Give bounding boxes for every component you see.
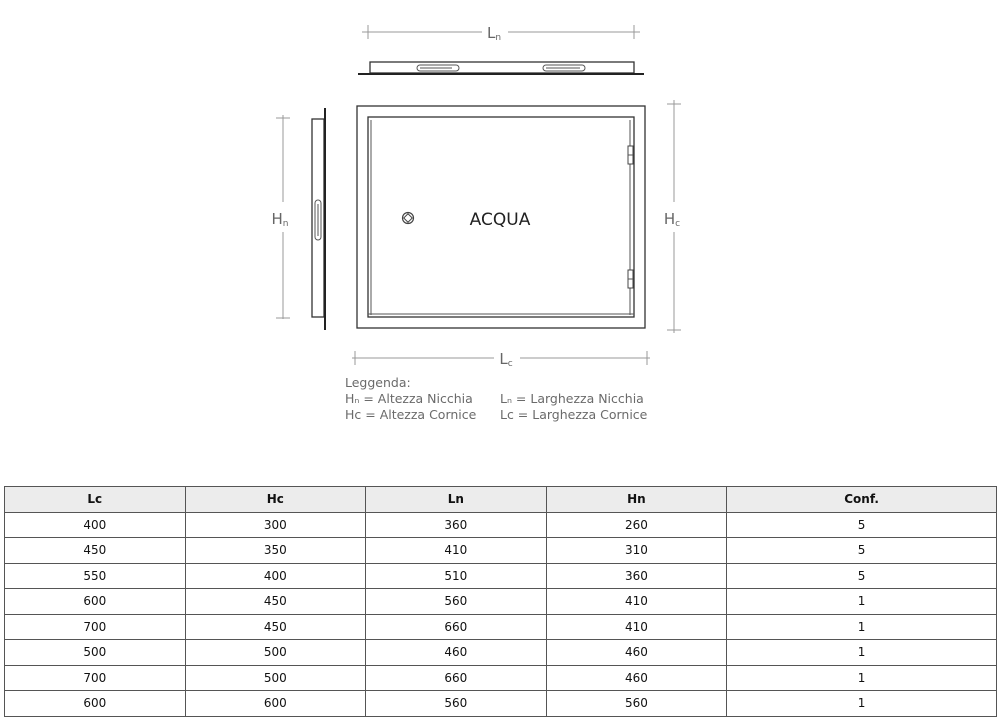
cell-hn: 310 bbox=[546, 538, 727, 564]
table-header-row bbox=[5, 487, 997, 513]
door-label: ACQUA bbox=[469, 210, 531, 230]
cell-lc: 600 bbox=[5, 589, 186, 615]
sizes-table bbox=[4, 486, 997, 717]
hn-dimension bbox=[272, 115, 291, 319]
cell-ln: 560 bbox=[366, 691, 547, 717]
cell-hc: 400 bbox=[185, 563, 366, 589]
cell-lc: 700 bbox=[5, 614, 186, 640]
cell-hn: 410 bbox=[546, 614, 727, 640]
cell-conf: 1 bbox=[727, 691, 997, 717]
table-row bbox=[5, 512, 997, 538]
legend-hn: Hₙ = Altezza Nicchia bbox=[345, 391, 473, 406]
cell-hn: 260 bbox=[546, 512, 727, 538]
cell-hc: 300 bbox=[185, 512, 366, 538]
cell-hn: 410 bbox=[546, 589, 727, 615]
table-row bbox=[5, 665, 997, 691]
legend bbox=[345, 375, 655, 423]
cell-conf: 5 bbox=[727, 538, 997, 564]
table-row bbox=[5, 614, 997, 640]
hc-dimension-label: Hc bbox=[663, 210, 681, 229]
cell-hn: 460 bbox=[546, 640, 727, 666]
cell-lc: 700 bbox=[5, 665, 186, 691]
cell-ln: 560 bbox=[366, 589, 547, 615]
header-hc: Hc bbox=[185, 487, 366, 513]
lc-dimension bbox=[352, 350, 650, 369]
table-row bbox=[5, 691, 997, 717]
cell-conf: 1 bbox=[727, 589, 997, 615]
hc-dimension bbox=[664, 100, 681, 333]
legend-ln: Lₙ = Larghezza Nicchia bbox=[500, 391, 644, 406]
cell-hc: 500 bbox=[185, 640, 366, 666]
legend-lc: Lᴄ = Larghezza Cornice bbox=[500, 407, 648, 422]
cell-hc: 450 bbox=[185, 614, 366, 640]
table-row bbox=[5, 640, 997, 666]
ln-dimension bbox=[362, 24, 640, 43]
cell-hc: 600 bbox=[185, 691, 366, 717]
cell-ln: 410 bbox=[366, 538, 547, 564]
cell-hn: 560 bbox=[546, 691, 727, 717]
lock-icon bbox=[403, 213, 414, 224]
ln-dimension-label: Ln bbox=[486, 24, 502, 43]
cell-ln: 510 bbox=[366, 563, 547, 589]
cell-lc: 400 bbox=[5, 512, 186, 538]
lc-dimension-label: Lc bbox=[499, 350, 513, 369]
header-conf: Conf. bbox=[727, 487, 997, 513]
cell-conf: 1 bbox=[727, 640, 997, 666]
cell-lc: 500 bbox=[5, 640, 186, 666]
cell-lc: 550 bbox=[5, 563, 186, 589]
top-view-frame bbox=[358, 62, 644, 74]
header-lc: Lc bbox=[5, 487, 186, 513]
front-view bbox=[357, 106, 645, 328]
cell-conf: 5 bbox=[727, 512, 997, 538]
cell-ln: 360 bbox=[366, 512, 547, 538]
side-view-frame bbox=[312, 108, 325, 330]
legend-hc: Hᴄ = Altezza Cornice bbox=[345, 407, 477, 422]
hn-dimension-label: Hn bbox=[271, 210, 289, 229]
cell-ln: 460 bbox=[366, 640, 547, 666]
cell-hc: 500 bbox=[185, 665, 366, 691]
cell-hn: 360 bbox=[546, 563, 727, 589]
table-row bbox=[5, 563, 997, 589]
cell-hn: 460 bbox=[546, 665, 727, 691]
cell-hc: 350 bbox=[185, 538, 366, 564]
cell-conf: 1 bbox=[727, 665, 997, 691]
legend-title: Leggenda: bbox=[345, 375, 411, 390]
cell-lc: 450 bbox=[5, 538, 186, 564]
table-row bbox=[5, 589, 997, 615]
table-row bbox=[5, 538, 997, 564]
header-hn: Hn bbox=[546, 487, 727, 513]
header-ln: Ln bbox=[366, 487, 547, 513]
cell-ln: 660 bbox=[366, 614, 547, 640]
cell-ln: 660 bbox=[366, 665, 547, 691]
cell-lc: 600 bbox=[5, 691, 186, 717]
cell-conf: 1 bbox=[727, 614, 997, 640]
cell-hc: 450 bbox=[185, 589, 366, 615]
cell-conf: 5 bbox=[727, 563, 997, 589]
